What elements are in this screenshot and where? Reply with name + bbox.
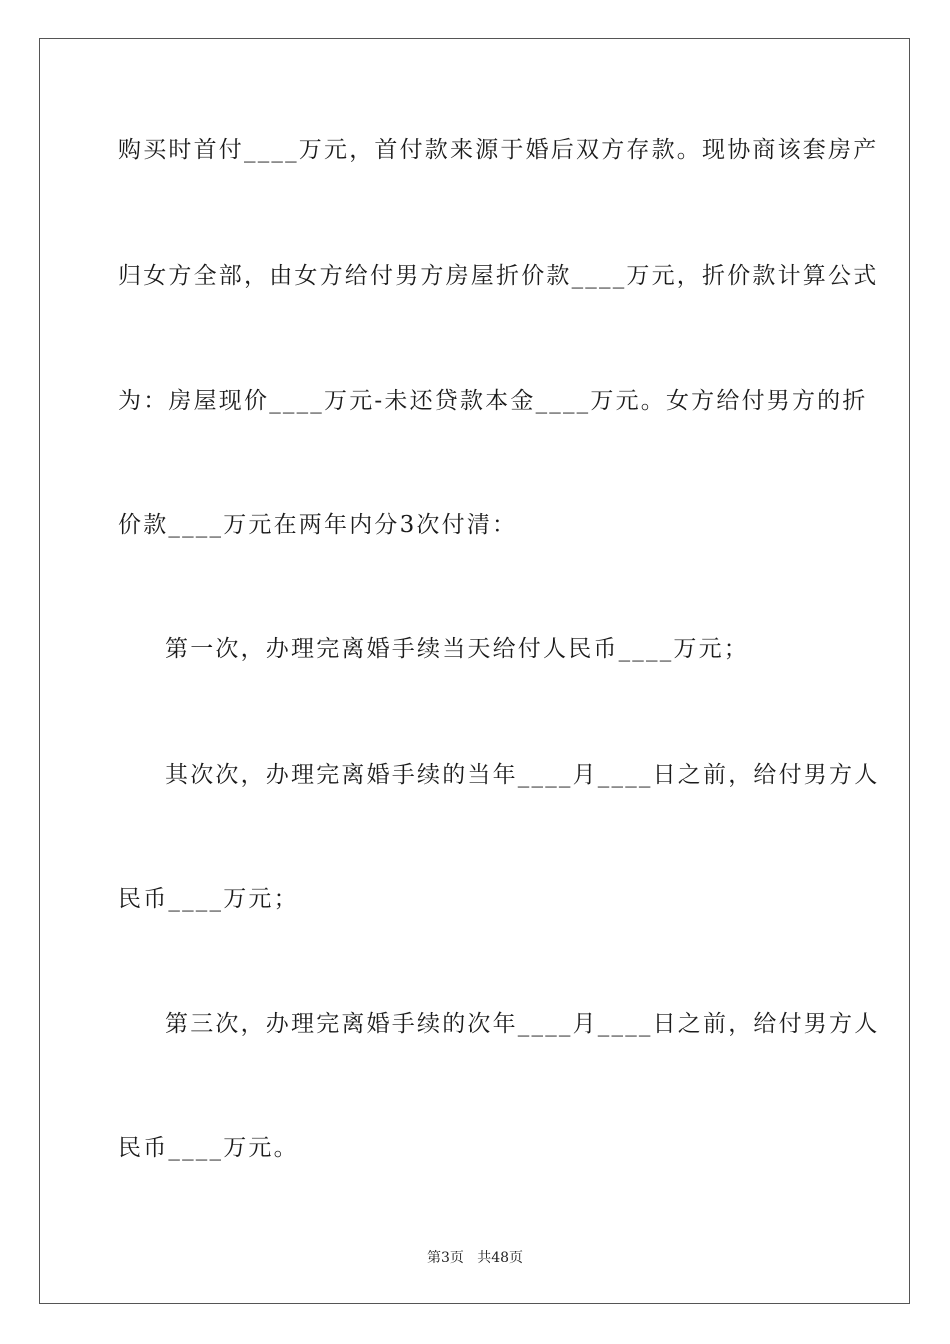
paragraph-line-2: 归女方全部，由女方给付男方房屋折价款____万元，折价款计算公式 [118, 263, 879, 289]
paragraph-line-4: 价款____万元在两年内分3次付清： [118, 512, 518, 538]
paragraph-line-3: 为：房屋现价____万元-未还贷款本金____万元。女方给付男方的折 [118, 388, 868, 414]
paragraph-line-9: 民币____万元。 [118, 1135, 299, 1161]
paragraph-line-7: 民币____万元； [118, 886, 299, 912]
paragraph-line-6: 其次次，办理完离婚手续的当年____月____日之前，给付男方人 [165, 762, 880, 788]
paragraph-line-8: 第三次，办理完离婚手续的次年____月____日之前，给付男方人 [165, 1011, 880, 1037]
page-number-footer: 第3页 共48页 [426, 1250, 524, 1266]
paragraph-line-1: 购买时首付____万元，首付款来源于婚后双方存款。现协商该套房产 [118, 137, 879, 163]
page-frame [39, 38, 910, 1304]
paragraph-line-5: 第一次，办理完离婚手续当天给付人民币____万元； [165, 636, 749, 662]
